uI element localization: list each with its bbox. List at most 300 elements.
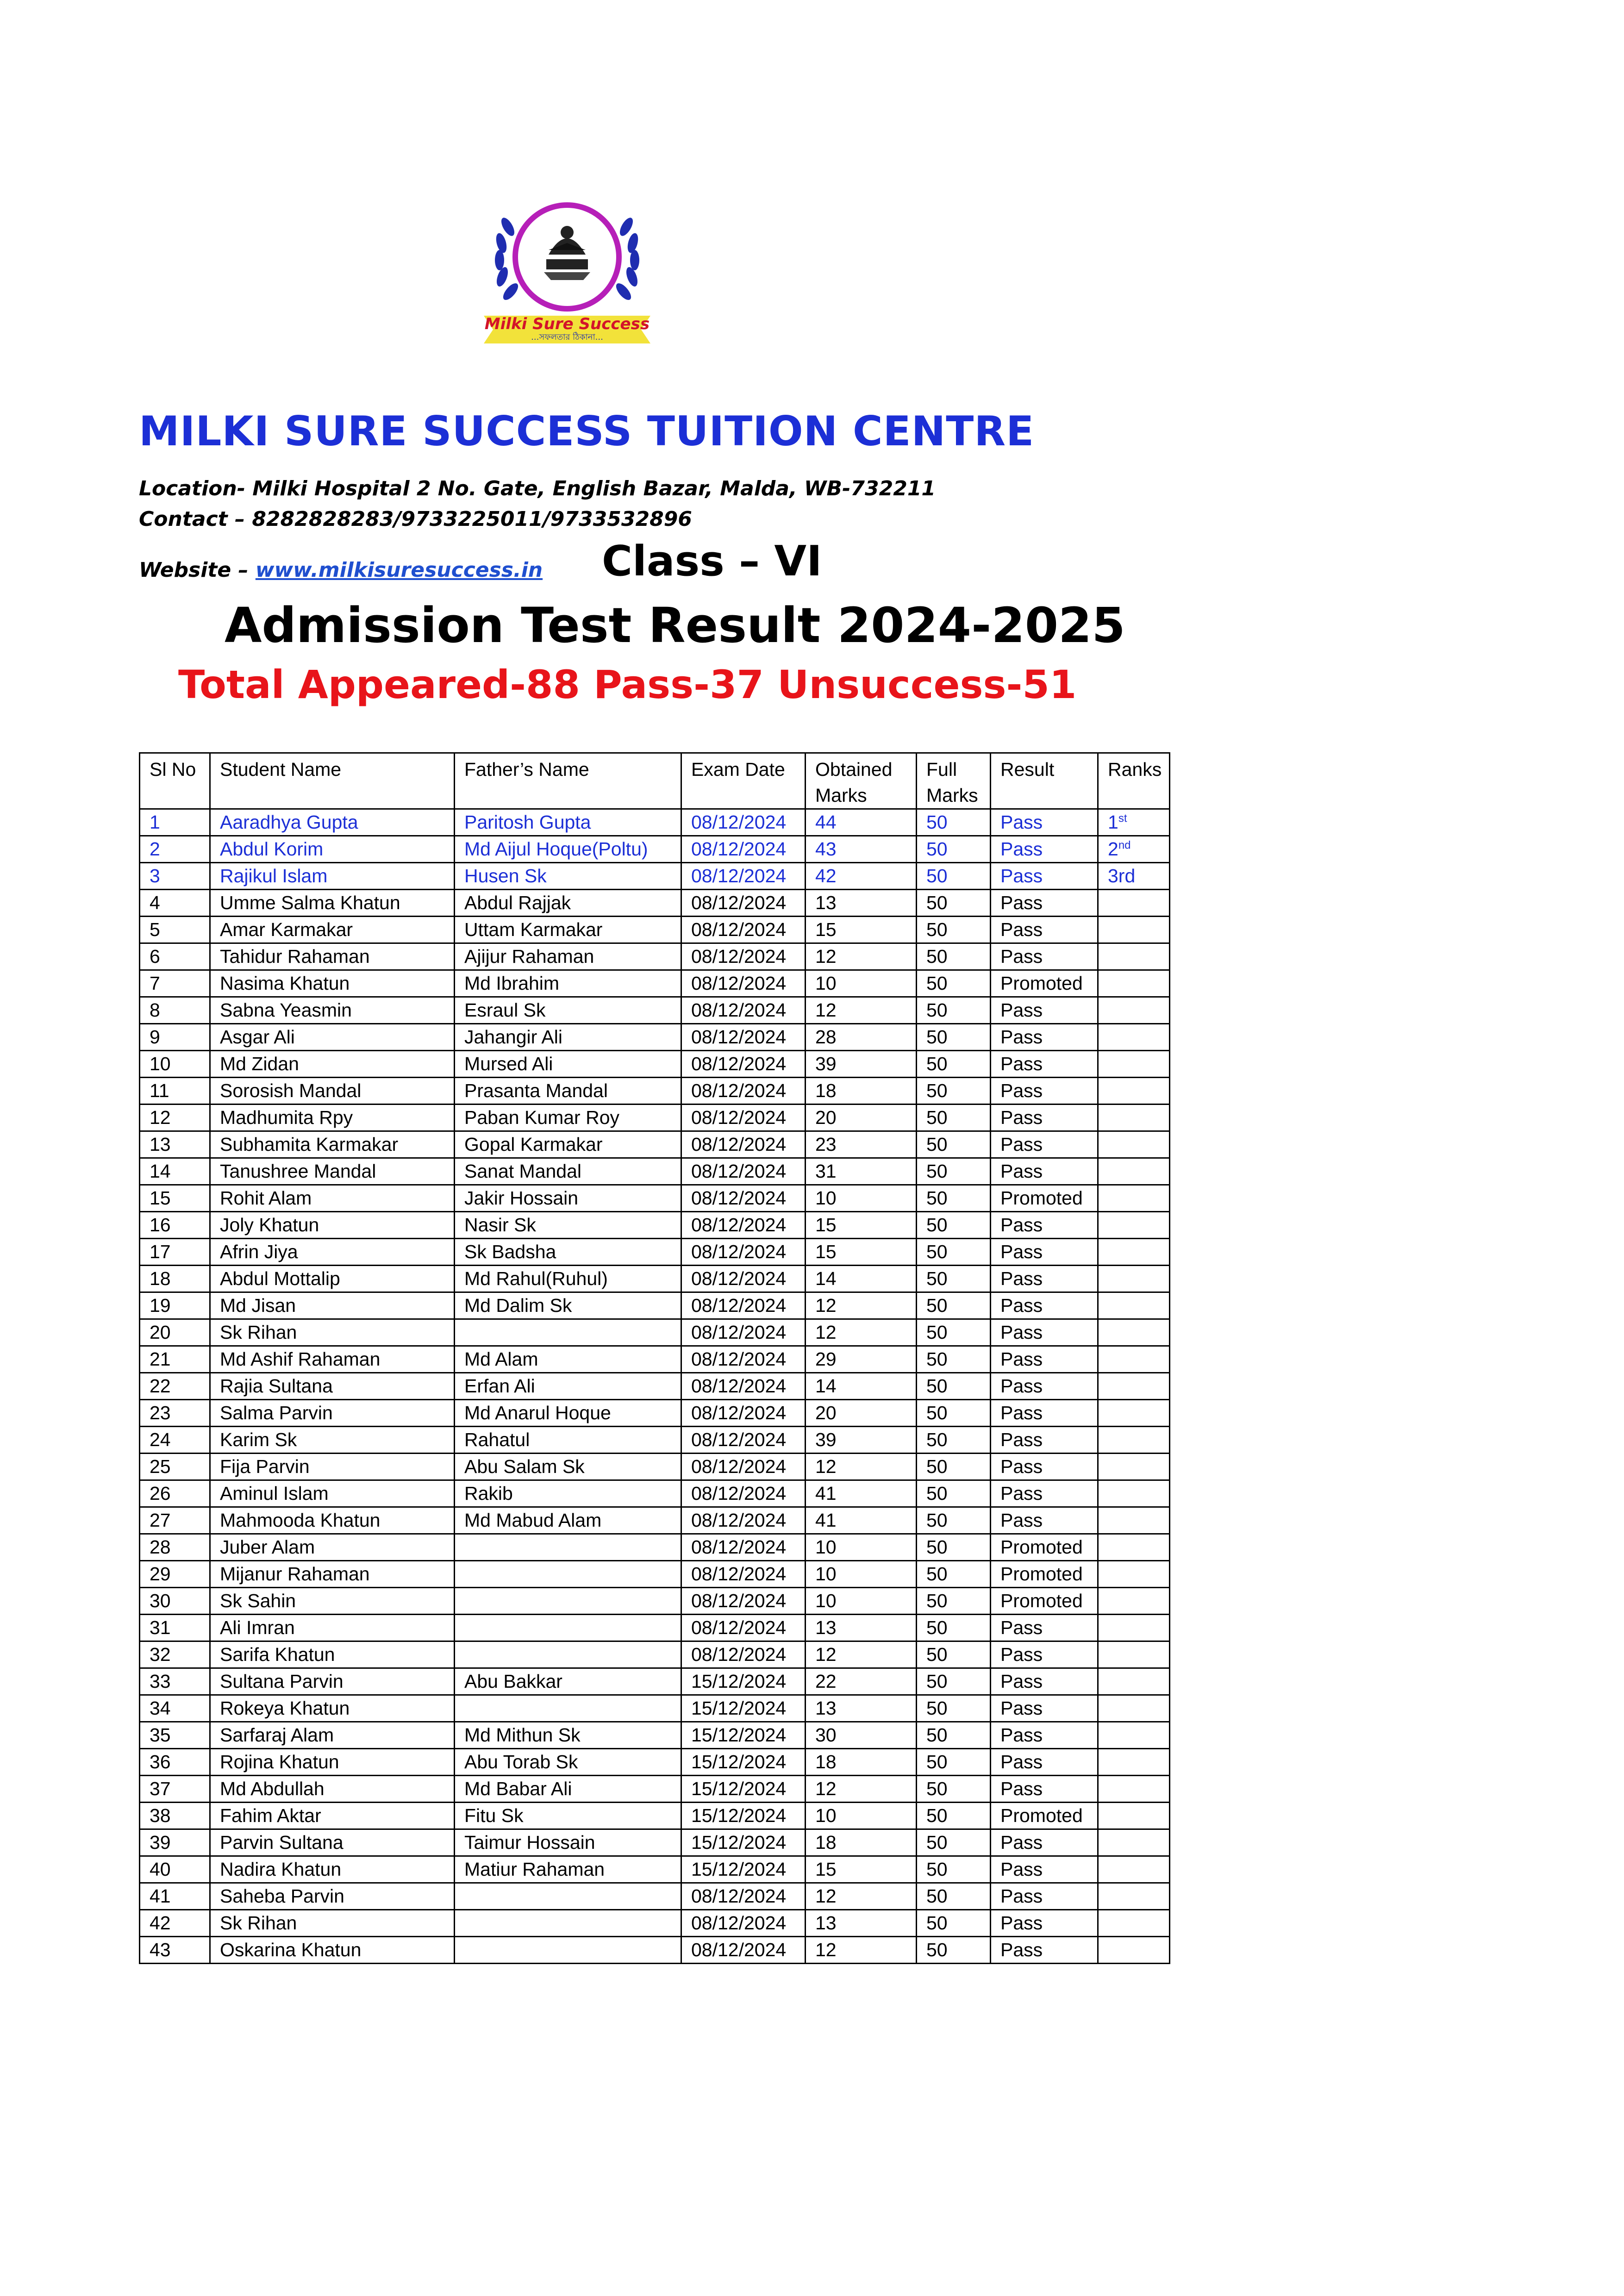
cell-exam-date: 15/12/2024 bbox=[681, 1856, 806, 1883]
cell-full-marks: 50 bbox=[917, 1131, 991, 1158]
table-row bbox=[140, 1131, 1170, 1158]
cell-student-name: Sk Sahin bbox=[210, 1588, 455, 1615]
cell-rank bbox=[1098, 1212, 1170, 1239]
cell-full-marks: 50 bbox=[917, 1588, 991, 1615]
cell-student-name: Sultana Parvin bbox=[210, 1668, 455, 1695]
cell-father-name: Uttam Karmakar bbox=[455, 917, 681, 943]
table-row bbox=[140, 1588, 1170, 1615]
cell-exam-date: 08/12/2024 bbox=[681, 1454, 806, 1480]
cell-rank bbox=[1098, 943, 1170, 970]
cell-exam-date: 08/12/2024 bbox=[681, 917, 806, 943]
cell-result: Pass bbox=[991, 1051, 1098, 1078]
cell-exam-date: 15/12/2024 bbox=[681, 1668, 806, 1695]
cell-exam-date: 08/12/2024 bbox=[681, 863, 806, 890]
cell-obtained-marks: 13 bbox=[806, 890, 917, 917]
table-row bbox=[140, 943, 1170, 970]
cell-sl-no: 24 bbox=[140, 1427, 210, 1454]
cell-rank bbox=[1098, 1507, 1170, 1534]
cell-sl-no: 25 bbox=[140, 1454, 210, 1480]
cell-obtained-marks: 10 bbox=[806, 1803, 917, 1829]
cell-result: Promoted bbox=[991, 1534, 1098, 1561]
cell-exam-date: 08/12/2024 bbox=[681, 1427, 806, 1454]
cell-obtained-marks: 20 bbox=[806, 1104, 917, 1131]
cell-sl-no: 16 bbox=[140, 1212, 210, 1239]
table-row bbox=[140, 917, 1170, 943]
cell-father-name bbox=[455, 1641, 681, 1668]
cell-father-name: Abu Torab Sk bbox=[455, 1749, 681, 1776]
cell-full-marks: 50 bbox=[917, 970, 991, 997]
cell-full-marks: 50 bbox=[917, 1212, 991, 1239]
cell-result: Pass bbox=[991, 1212, 1098, 1239]
rank-value: 1 bbox=[1108, 811, 1118, 833]
cell-student-name: Md Zidan bbox=[210, 1051, 455, 1078]
cell-full-marks: 50 bbox=[917, 1803, 991, 1829]
cell-student-name: Subhamita Karmakar bbox=[210, 1131, 455, 1158]
cell-father-name: Paritosh Gupta bbox=[455, 809, 681, 836]
cell-full-marks: 50 bbox=[917, 1454, 991, 1480]
contact-text: Contact – 8282828283/9733225011/9733532896 bbox=[139, 507, 692, 531]
cell-obtained-marks: 12 bbox=[806, 1641, 917, 1668]
cell-obtained-marks: 12 bbox=[806, 997, 917, 1024]
cell-father-name: Rakib bbox=[455, 1480, 681, 1507]
cell-full-marks: 50 bbox=[917, 1829, 991, 1856]
cell-result: Pass bbox=[991, 1776, 1098, 1803]
table-row bbox=[140, 1776, 1170, 1803]
cell-father-name: Nasir Sk bbox=[455, 1212, 681, 1239]
cell-rank bbox=[1098, 863, 1170, 890]
cell-exam-date: 08/12/2024 bbox=[681, 1400, 806, 1427]
table-row bbox=[140, 1239, 1170, 1266]
cell-father-name: Sk Badsha bbox=[455, 1239, 681, 1266]
cell-student-name: Fahim Aktar bbox=[210, 1803, 455, 1829]
location-text: Location- Milki Hospital 2 No. Gate, English Bazar, Malda, WB-732211 bbox=[139, 477, 936, 500]
cell-rank bbox=[1098, 1668, 1170, 1695]
table-row bbox=[140, 1695, 1170, 1722]
cell-father-name: Md Dalim Sk bbox=[455, 1292, 681, 1319]
cell-student-name: Afrin Jiya bbox=[210, 1239, 455, 1266]
cell-obtained-marks: 20 bbox=[806, 1400, 917, 1427]
cell-obtained-marks: 10 bbox=[806, 1561, 917, 1588]
cell-father-name: Gopal Karmakar bbox=[455, 1131, 681, 1158]
cell-result: Pass bbox=[991, 1131, 1098, 1158]
table-row bbox=[140, 1937, 1170, 1964]
cell-rank bbox=[1098, 997, 1170, 1024]
cell-student-name: Mijanur Rahaman bbox=[210, 1561, 455, 1588]
cell-obtained-marks: 14 bbox=[806, 1373, 917, 1400]
cell-father-name: Jakir Hossain bbox=[455, 1185, 681, 1212]
cell-obtained-marks: 30 bbox=[806, 1722, 917, 1749]
cell-student-name: Mahmooda Khatun bbox=[210, 1507, 455, 1534]
cell-sl-no: 14 bbox=[140, 1158, 210, 1185]
cell-student-name: Rajia Sultana bbox=[210, 1373, 455, 1400]
cell-rank bbox=[1098, 970, 1170, 997]
cell-father-name: Ajijur Rahaman bbox=[455, 943, 681, 970]
cell-sl-no: 37 bbox=[140, 1776, 210, 1803]
cell-exam-date: 08/12/2024 bbox=[681, 1507, 806, 1534]
cell-sl-no: 7 bbox=[140, 970, 210, 997]
cell-rank bbox=[1098, 1829, 1170, 1856]
cell-obtained-marks: 15 bbox=[806, 917, 917, 943]
cell-student-name: Nadira Khatun bbox=[210, 1856, 455, 1883]
cell-father-name: Abdul Rajjak bbox=[455, 890, 681, 917]
cell-result: Pass bbox=[991, 943, 1098, 970]
cell-result: Pass bbox=[991, 809, 1098, 836]
cell-rank bbox=[1098, 1803, 1170, 1829]
cell-obtained-marks: 39 bbox=[806, 1427, 917, 1454]
cell-sl-no: 27 bbox=[140, 1507, 210, 1534]
cell-sl-no: 34 bbox=[140, 1695, 210, 1722]
cell-exam-date: 08/12/2024 bbox=[681, 1131, 806, 1158]
cell-result: Pass bbox=[991, 1024, 1098, 1051]
cell-father-name: Md Ibrahim bbox=[455, 970, 681, 997]
header-ranks: Ranks bbox=[1098, 753, 1170, 809]
table-row bbox=[140, 1346, 1170, 1373]
cell-sl-no: 29 bbox=[140, 1561, 210, 1588]
cell-full-marks: 50 bbox=[917, 1749, 991, 1776]
website-label: Website – bbox=[139, 558, 256, 582]
cell-obtained-marks: 10 bbox=[806, 1588, 917, 1615]
table-row bbox=[140, 1292, 1170, 1319]
cell-full-marks: 50 bbox=[917, 1024, 991, 1051]
cell-rank bbox=[1098, 1883, 1170, 1910]
header-student-name: Student Name bbox=[210, 753, 455, 809]
cell-father-name: Esraul Sk bbox=[455, 997, 681, 1024]
table-row bbox=[140, 1024, 1170, 1051]
cell-exam-date: 08/12/2024 bbox=[681, 809, 806, 836]
table-row bbox=[140, 1507, 1170, 1534]
cell-father-name: Taimur Hossain bbox=[455, 1829, 681, 1856]
cell-father-name: Rahatul bbox=[455, 1427, 681, 1454]
cell-exam-date: 15/12/2024 bbox=[681, 1722, 806, 1749]
cell-sl-no: 42 bbox=[140, 1910, 210, 1937]
rank-value: 3rd bbox=[1108, 865, 1136, 886]
cell-result: Pass bbox=[991, 1749, 1098, 1776]
table-row bbox=[140, 1615, 1170, 1641]
cell-result: Pass bbox=[991, 1641, 1098, 1668]
cell-father-name: Abu Salam Sk bbox=[455, 1454, 681, 1480]
cell-father-name: Md Babar Ali bbox=[455, 1776, 681, 1803]
cell-sl-no: 40 bbox=[140, 1856, 210, 1883]
cell-rank bbox=[1098, 890, 1170, 917]
cell-obtained-marks: 18 bbox=[806, 1078, 917, 1104]
cell-exam-date: 08/12/2024 bbox=[681, 1346, 806, 1373]
cell-full-marks: 50 bbox=[917, 1615, 991, 1641]
cell-sl-no: 23 bbox=[140, 1400, 210, 1427]
cell-student-name: Parvin Sultana bbox=[210, 1829, 455, 1856]
cell-student-name: Sarfaraj Alam bbox=[210, 1722, 455, 1749]
table-row bbox=[140, 1856, 1170, 1883]
cell-rank bbox=[1098, 1427, 1170, 1454]
cell-exam-date: 08/12/2024 bbox=[681, 1373, 806, 1400]
cell-result: Promoted bbox=[991, 1803, 1098, 1829]
cell-result: Pass bbox=[991, 1615, 1098, 1641]
cell-student-name: Rojina Khatun bbox=[210, 1749, 455, 1776]
cell-result: Pass bbox=[991, 997, 1098, 1024]
cell-result: Pass bbox=[991, 1292, 1098, 1319]
cell-student-name: Rohit Alam bbox=[210, 1185, 455, 1212]
cell-sl-no: 6 bbox=[140, 943, 210, 970]
cell-sl-no: 28 bbox=[140, 1534, 210, 1561]
cell-exam-date: 08/12/2024 bbox=[681, 1212, 806, 1239]
cell-student-name: Saheba Parvin bbox=[210, 1883, 455, 1910]
header-obtained-marks: Obtained Marks bbox=[806, 753, 917, 809]
cell-father-name: Sanat Mandal bbox=[455, 1158, 681, 1185]
cell-obtained-marks: 14 bbox=[806, 1266, 917, 1292]
cell-obtained-marks: 12 bbox=[806, 1776, 917, 1803]
cell-father-name bbox=[455, 1910, 681, 1937]
cell-full-marks: 50 bbox=[917, 1668, 991, 1695]
logo-tagline: ...সফলতার ঠিকানা... bbox=[531, 332, 603, 342]
cell-father-name: Jahangir Ali bbox=[455, 1024, 681, 1051]
cell-result: Promoted bbox=[991, 1185, 1098, 1212]
table-row bbox=[140, 1104, 1170, 1131]
cell-student-name: Tahidur Rahaman bbox=[210, 943, 455, 970]
cell-father-name bbox=[455, 1937, 681, 1964]
cell-full-marks: 50 bbox=[917, 1051, 991, 1078]
cell-rank bbox=[1098, 1239, 1170, 1266]
cell-full-marks: 50 bbox=[917, 1910, 991, 1937]
table-row bbox=[140, 809, 1170, 836]
cell-rank bbox=[1098, 1024, 1170, 1051]
table-row bbox=[140, 1883, 1170, 1910]
cell-obtained-marks: 12 bbox=[806, 1319, 917, 1346]
cell-exam-date: 08/12/2024 bbox=[681, 1910, 806, 1937]
centre-name-heading: MILKI SURE SUCCESS TUITION CENTRE bbox=[139, 407, 1035, 455]
cell-rank bbox=[1098, 1078, 1170, 1104]
cell-result: Pass bbox=[991, 1346, 1098, 1373]
cell-student-name: Karim Sk bbox=[210, 1427, 455, 1454]
cell-obtained-marks: 29 bbox=[806, 1346, 917, 1373]
cell-student-name: Tanushree Mandal bbox=[210, 1158, 455, 1185]
cell-exam-date: 08/12/2024 bbox=[681, 1292, 806, 1319]
cell-student-name: Abdul Korim bbox=[210, 836, 455, 863]
cell-father-name bbox=[455, 1319, 681, 1346]
cell-rank bbox=[1098, 1561, 1170, 1588]
cell-obtained-marks: 42 bbox=[806, 863, 917, 890]
cell-full-marks: 50 bbox=[917, 997, 991, 1024]
cell-exam-date: 08/12/2024 bbox=[681, 1266, 806, 1292]
cell-father-name: Prasanta Mandal bbox=[455, 1078, 681, 1104]
cell-rank bbox=[1098, 1695, 1170, 1722]
cell-rank bbox=[1098, 1373, 1170, 1400]
cell-sl-no: 18 bbox=[140, 1266, 210, 1292]
cell-father-name: Md Alam bbox=[455, 1346, 681, 1373]
cell-obtained-marks: 15 bbox=[806, 1856, 917, 1883]
cell-obtained-marks: 13 bbox=[806, 1910, 917, 1937]
cell-result: Pass bbox=[991, 1400, 1098, 1427]
cell-full-marks: 50 bbox=[917, 1373, 991, 1400]
cell-obtained-marks: 13 bbox=[806, 1615, 917, 1641]
cell-exam-date: 08/12/2024 bbox=[681, 1051, 806, 1078]
cell-full-marks: 50 bbox=[917, 836, 991, 863]
table-row bbox=[140, 1641, 1170, 1668]
cell-father-name: Paban Kumar Roy bbox=[455, 1104, 681, 1131]
cell-exam-date: 08/12/2024 bbox=[681, 1534, 806, 1561]
cell-full-marks: 50 bbox=[917, 1641, 991, 1668]
cell-rank bbox=[1098, 1104, 1170, 1131]
cell-full-marks: 50 bbox=[917, 1185, 991, 1212]
cell-obtained-marks: 23 bbox=[806, 1131, 917, 1158]
cell-result: Pass bbox=[991, 1319, 1098, 1346]
header-full-marks: Full Marks bbox=[917, 753, 991, 809]
cell-sl-no: 15 bbox=[140, 1185, 210, 1212]
cell-full-marks: 50 bbox=[917, 1346, 991, 1373]
cell-result: Pass bbox=[991, 1480, 1098, 1507]
cell-sl-no: 31 bbox=[140, 1615, 210, 1641]
cell-father-name: Abu Bakkar bbox=[455, 1668, 681, 1695]
cell-obtained-marks: 10 bbox=[806, 1185, 917, 1212]
cell-sl-no: 43 bbox=[140, 1937, 210, 1964]
cell-sl-no: 22 bbox=[140, 1373, 210, 1400]
cell-result: Pass bbox=[991, 1266, 1098, 1292]
cell-obtained-marks: 12 bbox=[806, 1937, 917, 1964]
cell-result: Pass bbox=[991, 1695, 1098, 1722]
table-row bbox=[140, 1561, 1170, 1588]
cell-obtained-marks: 28 bbox=[806, 1024, 917, 1051]
cell-rank bbox=[1098, 1937, 1170, 1964]
class-title: Class – VI bbox=[602, 537, 822, 586]
table-row bbox=[140, 863, 1170, 890]
rank-suffix: st bbox=[1118, 812, 1127, 825]
cell-rank bbox=[1098, 1051, 1170, 1078]
cell-rank bbox=[1098, 1480, 1170, 1507]
cell-full-marks: 50 bbox=[917, 1400, 991, 1427]
cell-student-name: Sabna Yeasmin bbox=[210, 997, 455, 1024]
cell-rank bbox=[1098, 1400, 1170, 1427]
cell-father-name: Md Aijul Hoque(Poltu) bbox=[455, 836, 681, 863]
cell-rank bbox=[1098, 1319, 1170, 1346]
cell-full-marks: 50 bbox=[917, 1722, 991, 1749]
cell-rank bbox=[1098, 1131, 1170, 1158]
cell-rank bbox=[1098, 1722, 1170, 1749]
cell-result: Pass bbox=[991, 1239, 1098, 1266]
cell-full-marks: 50 bbox=[917, 1292, 991, 1319]
cell-rank bbox=[1098, 1641, 1170, 1668]
cell-full-marks: 50 bbox=[917, 917, 991, 943]
cell-result: Pass bbox=[991, 1507, 1098, 1534]
cell-exam-date: 15/12/2024 bbox=[681, 1776, 806, 1803]
cell-sl-no: 5 bbox=[140, 917, 210, 943]
cell-father-name: Erfan Ali bbox=[455, 1373, 681, 1400]
cell-exam-date: 15/12/2024 bbox=[681, 1695, 806, 1722]
cell-exam-date: 08/12/2024 bbox=[681, 970, 806, 997]
cell-rank bbox=[1098, 1454, 1170, 1480]
cell-result: Pass bbox=[991, 1454, 1098, 1480]
cell-exam-date: 08/12/2024 bbox=[681, 1883, 806, 1910]
table-row bbox=[140, 1749, 1170, 1776]
cell-father-name: Mursed Ali bbox=[455, 1051, 681, 1078]
cell-father-name: Md Rahul(Ruhul) bbox=[455, 1266, 681, 1292]
table-row bbox=[140, 1266, 1170, 1292]
cell-rank bbox=[1098, 1534, 1170, 1561]
cell-result: Pass bbox=[991, 1722, 1098, 1749]
cell-father-name: Fitu Sk bbox=[455, 1803, 681, 1829]
cell-exam-date: 08/12/2024 bbox=[681, 1937, 806, 1964]
cell-result: Pass bbox=[991, 1883, 1098, 1910]
cell-full-marks: 50 bbox=[917, 1534, 991, 1561]
cell-student-name: Sorosish Mandal bbox=[210, 1078, 455, 1104]
cell-exam-date: 08/12/2024 bbox=[681, 1561, 806, 1588]
cell-result: Pass bbox=[991, 836, 1098, 863]
cell-obtained-marks: 12 bbox=[806, 1292, 917, 1319]
cell-sl-no: 26 bbox=[140, 1480, 210, 1507]
cell-exam-date: 08/12/2024 bbox=[681, 997, 806, 1024]
table-row bbox=[140, 1078, 1170, 1104]
cell-result: Pass bbox=[991, 1427, 1098, 1454]
cell-father-name bbox=[455, 1883, 681, 1910]
cell-full-marks: 50 bbox=[917, 1480, 991, 1507]
table-row bbox=[140, 1185, 1170, 1212]
table-row bbox=[140, 1454, 1170, 1480]
cell-sl-no: 32 bbox=[140, 1641, 210, 1668]
cell-obtained-marks: 15 bbox=[806, 1212, 917, 1239]
cell-sl-no: 17 bbox=[140, 1239, 210, 1266]
cell-student-name: Nasima Khatun bbox=[210, 970, 455, 997]
cell-full-marks: 50 bbox=[917, 1695, 991, 1722]
cell-sl-no: 10 bbox=[140, 1051, 210, 1078]
cell-student-name: Aminul Islam bbox=[210, 1480, 455, 1507]
cell-sl-no: 2 bbox=[140, 836, 210, 863]
table-row bbox=[140, 1829, 1170, 1856]
cell-student-name: Asgar Ali bbox=[210, 1024, 455, 1051]
cell-sl-no: 20 bbox=[140, 1319, 210, 1346]
cell-sl-no: 39 bbox=[140, 1829, 210, 1856]
cell-sl-no: 11 bbox=[140, 1078, 210, 1104]
cell-full-marks: 50 bbox=[917, 863, 991, 890]
cell-student-name: Sarifa Khatun bbox=[210, 1641, 455, 1668]
table-row bbox=[140, 1803, 1170, 1829]
cell-obtained-marks: 12 bbox=[806, 943, 917, 970]
cell-rank bbox=[1098, 1185, 1170, 1212]
cell-result: Pass bbox=[991, 1937, 1098, 1964]
cell-student-name: Abdul Mottalip bbox=[210, 1266, 455, 1292]
cell-student-name: Md Ashif Rahaman bbox=[210, 1346, 455, 1373]
cell-student-name: Oskarina Khatun bbox=[210, 1937, 455, 1964]
cell-father-name: Md Mabud Alam bbox=[455, 1507, 681, 1534]
cell-rank bbox=[1098, 1615, 1170, 1641]
cell-rank bbox=[1098, 1158, 1170, 1185]
cell-obtained-marks: 18 bbox=[806, 1749, 917, 1776]
cell-sl-no: 8 bbox=[140, 997, 210, 1024]
website-link[interactable]: www.milkisuresuccess.in bbox=[255, 558, 543, 582]
table-row bbox=[140, 1051, 1170, 1078]
rank-value: 2 bbox=[1108, 838, 1118, 860]
cell-rank bbox=[1098, 1910, 1170, 1937]
cell-student-name: Madhumita Rpy bbox=[210, 1104, 455, 1131]
cell-obtained-marks: 31 bbox=[806, 1158, 917, 1185]
cell-exam-date: 08/12/2024 bbox=[681, 1239, 806, 1266]
cell-exam-date: 08/12/2024 bbox=[681, 890, 806, 917]
cell-rank bbox=[1098, 1266, 1170, 1292]
table-row bbox=[140, 1534, 1170, 1561]
cell-exam-date: 08/12/2024 bbox=[681, 1104, 806, 1131]
cell-father-name bbox=[455, 1534, 681, 1561]
cell-student-name: Rajikul Islam bbox=[210, 863, 455, 890]
cell-full-marks: 50 bbox=[917, 1856, 991, 1883]
cell-exam-date: 15/12/2024 bbox=[681, 1829, 806, 1856]
cell-obtained-marks: 22 bbox=[806, 1668, 917, 1695]
cell-full-marks: 50 bbox=[917, 890, 991, 917]
cell-obtained-marks: 13 bbox=[806, 1695, 917, 1722]
cell-student-name: Aaradhya Gupta bbox=[210, 809, 455, 836]
table-row bbox=[140, 1722, 1170, 1749]
table-row bbox=[140, 1212, 1170, 1239]
header-father-name: Father’s Name bbox=[455, 753, 681, 809]
cell-result: Pass bbox=[991, 1158, 1098, 1185]
cell-obtained-marks: 41 bbox=[806, 1480, 917, 1507]
cell-sl-no: 3 bbox=[140, 863, 210, 890]
cell-exam-date: 08/12/2024 bbox=[681, 1319, 806, 1346]
